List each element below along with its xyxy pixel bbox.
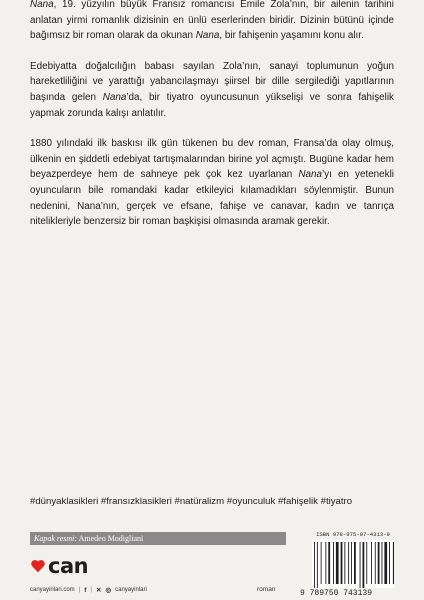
publisher-footer [30, 586, 147, 594]
book-title: Nana [195, 30, 220, 42]
instagram-icon[interactable]: ◎ [105, 587, 112, 594]
cover-art-credit [30, 532, 286, 545]
isbn-barcode [300, 531, 394, 597]
book-title: Nana [298, 169, 322, 181]
barcode-digits: 9 789750 743139 [300, 589, 373, 597]
publisher-logo [30, 553, 88, 579]
book-title: Nana [30, 0, 54, 10]
credit-artist: Amedeo Modigliani [78, 534, 144, 543]
divider: | [78, 587, 81, 593]
credit-label: Kapak resmi: [34, 534, 78, 543]
facebook-icon[interactable]: f [84, 586, 87, 594]
twitter-icon[interactable]: ✕ [95, 587, 102, 594]
blurb-paragraph-3: 1880 yılındaki ilk baskısı ilk gün tükenen bu dev roman, Fransa’da olay olmuş, ülkenin en şiddetli edebiyat tartışmalarından birine yol açmıştı. Bugüne kadar hem beyazperdeye hem de sahneye pek çok kez uyarlanan Nana’yı en yetenekli oyuncuların bile romandaki kadar etkileyici kılamadıkları söylenmiştir. Bunun nedenini, Nana’nın, gerçek ve efsane, fahişe ve canavar, kadın ve tanrıça nitelikleriyle benzersiz bir roman başkişisi olmasında aramak gerekir. [30, 138, 394, 228]
divider: | [90, 587, 92, 593]
book-title: Nana [102, 91, 127, 103]
blurb-paragraph-2: Edebiyatta doğalcılığın babası sayılan Zola’nın, sanayi toplumunun yoğun hareketliliğini ve yarattığı yabancılaşmayı şiirsel bir dille sergilediği yapıtlarının başında gelen Nana’da, bir tiyatro oyuncusunun yükselişi ve sonra fahişelik yapmak zorunda kalışı anlatılır. [30, 60, 394, 119]
publisher-logo-word: can [48, 554, 89, 578]
social-handle: canyayinlari [115, 587, 147, 593]
hashtag-list: #dünyaklasikleri #fransızklasikleri #natüralizm #oyunculuk #fahişelik #tiyatro [30, 496, 353, 507]
back-cover-blurb [30, 0, 394, 245]
website-link[interactable]: canyayinlari.com [30, 587, 75, 593]
isbn-number: ISBN 978-975-07-4313-9 [316, 531, 390, 538]
genre-label: roman [257, 586, 276, 593]
heart-icon [30, 558, 46, 574]
blurb-paragraph-1: Nana, 19. yüzyılın büyük Fransız romancısı Émile Zola’nın, bir ailenin tarihini anlatan yirmi romanlık dizisinin en ünlü eserlerinden biridir. Dizinin bütünü içinde bağımsız bir roman olarak da okunan Nana, bir fahişenin yaşamını konu alır. [30, 0, 394, 42]
barcode-graphic [300, 540, 394, 597]
